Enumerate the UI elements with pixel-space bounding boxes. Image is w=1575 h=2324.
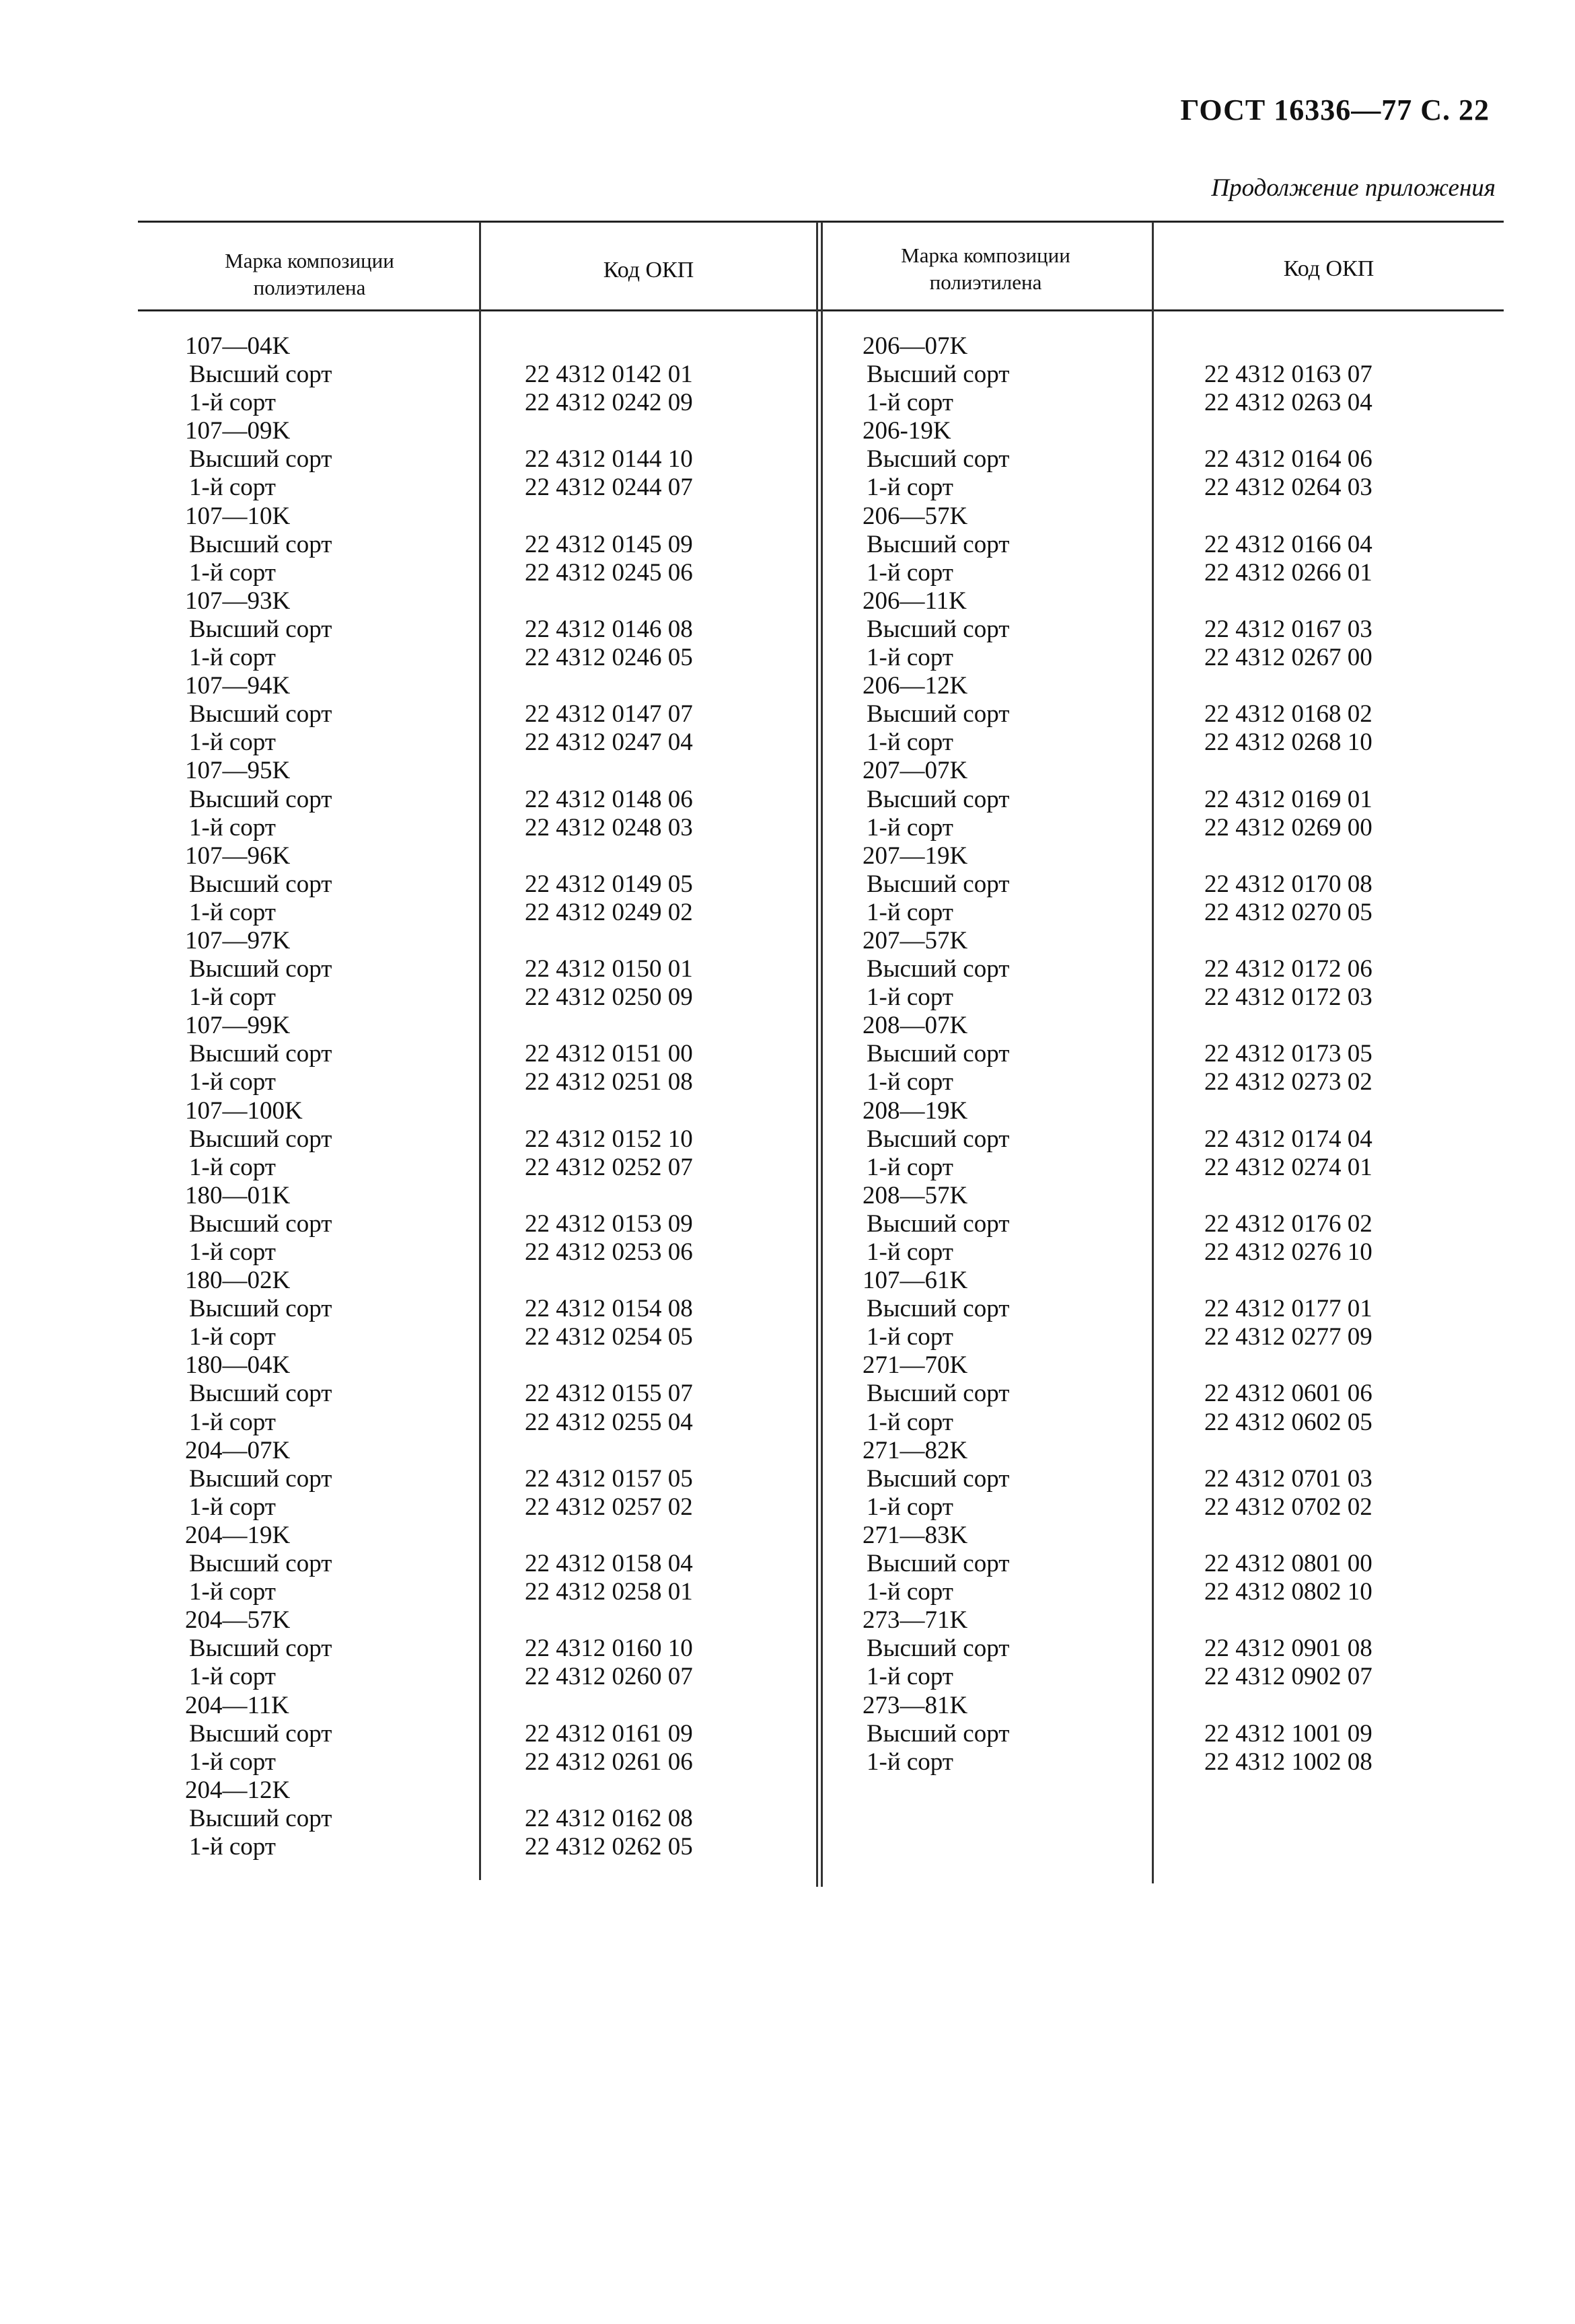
code-blank xyxy=(1204,1606,1372,1635)
mark-name: 206—11K xyxy=(863,587,967,615)
code-blank xyxy=(1204,1012,1372,1040)
grade-label: Высший сорт xyxy=(867,1040,1010,1068)
mark-name: 204—07K xyxy=(185,1436,291,1464)
grade-label: 1-й сорт xyxy=(867,644,953,672)
okp-code: 22 4312 0176 02 xyxy=(1204,1209,1372,1238)
grade-label: Высший сорт xyxy=(189,530,332,558)
code-blank xyxy=(525,417,693,445)
okp-code: 22 4312 0268 10 xyxy=(1204,728,1372,757)
mark-name: 208—19K xyxy=(863,1096,968,1125)
code-blank xyxy=(525,332,693,361)
okp-code: 22 4312 1002 08 xyxy=(1204,1748,1372,1776)
grade-label: Высший сорт xyxy=(867,615,1010,643)
code-blank xyxy=(1204,1437,1372,1465)
okp-code: 22 4312 0601 06 xyxy=(1204,1380,1372,1408)
grade-label: Высший сорт xyxy=(867,361,1010,389)
okp-code: 22 4312 0248 03 xyxy=(525,813,693,841)
grade-label: 1-й сорт xyxy=(867,1748,953,1776)
grade-label: Высший сорт xyxy=(189,1719,332,1748)
grade-label: 1-й сорт xyxy=(189,644,276,672)
grade-label: 1-й сорт xyxy=(867,1493,953,1521)
okp-code: 22 4312 0273 02 xyxy=(1204,1068,1372,1096)
mark-name: 107—99K xyxy=(185,1012,291,1040)
okp-code: 22 4312 0251 08 xyxy=(525,1068,693,1096)
grade-label: Высший сорт xyxy=(189,1209,332,1238)
mark-name: 204—12K xyxy=(185,1776,291,1804)
grade-label: 1-й сорт xyxy=(867,898,953,926)
right-code-column xyxy=(1204,332,1372,1776)
grade-label: 1-й сорт xyxy=(867,1153,953,1181)
okp-code: 22 4312 0269 00 xyxy=(1204,813,1372,841)
okp-code: 22 4312 0152 10 xyxy=(525,1125,693,1153)
okp-code: 22 4312 0167 03 xyxy=(1204,615,1372,643)
okp-code: 22 4312 0253 06 xyxy=(525,1238,693,1266)
mark-name: 107—04K xyxy=(185,332,291,360)
grade-label: Высший сорт xyxy=(189,1464,332,1493)
okp-code: 22 4312 0157 05 xyxy=(525,1464,693,1493)
mark-name: 207—57K xyxy=(863,926,968,954)
mark-name: 107—10K xyxy=(185,502,291,530)
okp-code: 22 4312 0254 05 xyxy=(525,1323,693,1351)
okp-code: 22 4312 0257 02 xyxy=(525,1493,693,1521)
code-blank xyxy=(1204,842,1372,870)
mark-name: 208—07K xyxy=(863,1012,968,1040)
page-title: ГОСТ 16336—77 С. 22 xyxy=(1180,93,1490,126)
grade-label: Высший сорт xyxy=(189,615,332,643)
okp-code: 22 4312 0274 01 xyxy=(1204,1153,1372,1181)
okp-code: 22 4312 0247 04 xyxy=(525,728,693,757)
mark-name: 208—57K xyxy=(863,1181,968,1209)
header-code-left: Код ОКП xyxy=(603,258,694,283)
okp-code: 22 4312 0164 06 xyxy=(1204,445,1372,474)
grade-label: 1-й сорт xyxy=(189,1068,276,1096)
okp-code: 22 4312 1001 09 xyxy=(1204,1719,1372,1748)
code-blank xyxy=(525,1606,693,1635)
grade-label: Высший сорт xyxy=(867,1719,1010,1748)
okp-code: 22 4312 0252 07 xyxy=(525,1153,693,1181)
code-blank xyxy=(1204,757,1372,785)
code-blank xyxy=(525,1267,693,1295)
grade-label: Высший сорт xyxy=(867,955,1010,983)
grade-label: Высший сорт xyxy=(189,361,332,389)
code-blank xyxy=(525,1437,693,1465)
grade-label: 1-й сорт xyxy=(867,474,953,502)
mark-name: 207—19K xyxy=(863,841,968,870)
grade-label: Высший сорт xyxy=(189,1380,332,1408)
grade-label: 1-й сорт xyxy=(189,1493,276,1521)
grade-label: 1-й сорт xyxy=(189,1153,276,1181)
okp-code: 22 4312 0170 08 xyxy=(1204,870,1372,898)
divider-center-2 xyxy=(821,222,823,1887)
grade-label: Высший сорт xyxy=(867,1464,1010,1493)
mark-name: 207—07K xyxy=(863,757,968,785)
code-blank xyxy=(1204,417,1372,445)
okp-code: 22 4312 0260 07 xyxy=(525,1663,693,1691)
grade-label: Высший сорт xyxy=(867,1125,1010,1153)
code-blank xyxy=(1204,1182,1372,1210)
code-blank xyxy=(1204,1351,1372,1380)
grade-label: Высший сорт xyxy=(189,1125,332,1153)
grade-label: Высший сорт xyxy=(867,530,1010,558)
divider-center xyxy=(816,222,818,1887)
okp-code: 22 4312 0144 10 xyxy=(525,445,693,474)
grade-label: 1-й сорт xyxy=(867,983,953,1012)
grade-label: Высший сорт xyxy=(867,1295,1010,1323)
grade-label: Высший сорт xyxy=(189,870,332,898)
grade-label: 1-й сорт xyxy=(189,1238,276,1266)
grade-label: 1-й сорт xyxy=(867,1578,953,1606)
okp-code: 22 4312 0155 07 xyxy=(525,1380,693,1408)
okp-code: 22 4312 0901 08 xyxy=(1204,1635,1372,1663)
okp-code: 22 4312 0177 01 xyxy=(1204,1295,1372,1323)
okp-code: 22 4312 0245 06 xyxy=(525,558,693,587)
code-blank xyxy=(525,1012,693,1040)
code-blank xyxy=(525,757,693,785)
grade-label: Высший сорт xyxy=(189,1804,332,1832)
grade-label: 1-й сорт xyxy=(189,558,276,587)
divider-right-code xyxy=(1152,222,1154,1883)
okp-code: 22 4312 0161 09 xyxy=(525,1719,693,1748)
code-blank xyxy=(525,1776,693,1805)
grade-label: Высший сорт xyxy=(189,1635,332,1663)
okp-code: 22 4312 0148 06 xyxy=(525,785,693,813)
okp-code: 22 4312 0262 05 xyxy=(525,1832,693,1861)
grade-label: Высший сорт xyxy=(189,785,332,813)
okp-code: 22 4312 0172 03 xyxy=(1204,983,1372,1012)
mark-name: 107—97K xyxy=(185,926,291,954)
grade-label: 1-й сорт xyxy=(867,1238,953,1266)
code-blank xyxy=(1204,1267,1372,1295)
okp-code: 22 4312 0701 03 xyxy=(1204,1464,1372,1493)
okp-code: 22 4312 0801 00 xyxy=(1204,1550,1372,1578)
okp-code: 22 4312 0153 09 xyxy=(525,1209,693,1238)
okp-code: 22 4312 0250 09 xyxy=(525,983,693,1012)
grade-label: Высший сорт xyxy=(189,1550,332,1578)
grade-label: 1-й сорт xyxy=(189,728,276,757)
grade-label: Высший сорт xyxy=(867,700,1010,728)
code-blank xyxy=(1204,502,1372,531)
okp-code: 22 4312 0267 00 xyxy=(1204,644,1372,672)
code-blank xyxy=(525,1692,693,1720)
code-blank xyxy=(525,502,693,531)
okp-code: 22 4312 0172 06 xyxy=(1204,955,1372,983)
okp-code: 22 4312 0166 04 xyxy=(1204,530,1372,558)
mark-name: 271—82K xyxy=(863,1436,968,1464)
grade-label: Высший сорт xyxy=(189,1295,332,1323)
code-blank xyxy=(525,672,693,700)
grade-label: Высший сорт xyxy=(189,700,332,728)
okp-code: 22 4312 0263 04 xyxy=(1204,389,1372,417)
grade-label: Высший сорт xyxy=(867,445,1010,474)
grade-label: Высший сорт xyxy=(867,785,1010,813)
grade-label: 1-й сорт xyxy=(189,983,276,1012)
left-code-column xyxy=(525,332,693,1861)
grade-label: Высший сорт xyxy=(867,1635,1010,1663)
grade-label: 1-й сорт xyxy=(189,1663,276,1691)
mark-name: 206—57K xyxy=(863,502,968,530)
code-blank xyxy=(525,1522,693,1550)
code-blank xyxy=(525,927,693,955)
grade-label: Высший сорт xyxy=(867,1380,1010,1408)
okp-code: 22 4312 0276 10 xyxy=(1204,1238,1372,1266)
grade-label: 1-й сорт xyxy=(867,813,953,841)
grade-label: 1-й сорт xyxy=(189,1323,276,1351)
mark-name: 107—96K xyxy=(185,841,291,870)
mark-name: 180—02K xyxy=(185,1267,291,1295)
code-blank xyxy=(525,587,693,615)
grade-label: 1-й сорт xyxy=(189,1408,276,1436)
grade-label: 1-й сорт xyxy=(189,1578,276,1606)
mark-name: 273—71K xyxy=(863,1606,968,1635)
grade-label: Высший сорт xyxy=(867,1209,1010,1238)
okp-code: 22 4312 0261 06 xyxy=(525,1748,693,1776)
okp-code: 22 4312 0147 07 xyxy=(525,700,693,728)
mark-name: 204—19K xyxy=(185,1521,291,1549)
okp-code: 22 4312 0242 09 xyxy=(525,389,693,417)
mark-name: 180—01K xyxy=(185,1181,291,1209)
header-mark-right: Марка композиции полиэтилена xyxy=(901,243,1070,294)
okp-code: 22 4312 0258 01 xyxy=(525,1578,693,1606)
grade-label: 1-й сорт xyxy=(867,1068,953,1096)
grade-label: 1-й сорт xyxy=(867,1323,953,1351)
grade-label: 1-й сорт xyxy=(189,898,276,926)
mark-name: 107—61K xyxy=(863,1267,968,1295)
mark-name: 107—100K xyxy=(185,1096,303,1125)
grade-label: 1-й сорт xyxy=(189,813,276,841)
grade-label: Высший сорт xyxy=(189,955,332,983)
okp-code: 22 4312 0168 02 xyxy=(1204,700,1372,728)
mark-name: 206—07K xyxy=(863,332,968,360)
mark-name: 206—12K xyxy=(863,672,968,700)
code-blank xyxy=(525,1351,693,1380)
grade-label: Высший сорт xyxy=(867,1550,1010,1578)
okp-code: 22 4312 0802 10 xyxy=(1204,1578,1372,1606)
grade-label: Высший сорт xyxy=(189,445,332,474)
grade-label: 1-й сорт xyxy=(189,389,276,417)
okp-code: 22 4312 0270 05 xyxy=(1204,898,1372,926)
grade-label: 1-й сорт xyxy=(867,1408,953,1436)
okp-code: 22 4312 0160 10 xyxy=(525,1635,693,1663)
code-blank xyxy=(1204,1522,1372,1550)
code-blank xyxy=(525,1182,693,1210)
mark-name: 107—09K xyxy=(185,417,291,445)
okp-code: 22 4312 0249 02 xyxy=(525,898,693,926)
mark-name: 206-19K xyxy=(863,417,951,445)
grade-label: Высший сорт xyxy=(189,1040,332,1068)
okp-code: 22 4312 0154 08 xyxy=(525,1295,693,1323)
right-mark-column xyxy=(863,332,1009,1776)
okp-code: 22 4312 0902 07 xyxy=(1204,1663,1372,1691)
mark-name: 107—93K xyxy=(185,587,291,615)
code-blank xyxy=(1204,587,1372,615)
okp-code: 22 4312 0244 07 xyxy=(525,474,693,502)
mark-name: 271—70K xyxy=(863,1351,968,1380)
grade-label: 1-й сорт xyxy=(867,1663,953,1691)
okp-code: 22 4312 0174 04 xyxy=(1204,1125,1372,1153)
code-blank xyxy=(1204,672,1372,700)
grade-label: 1-й сорт xyxy=(867,389,953,417)
okp-code: 22 4312 0266 01 xyxy=(1204,558,1372,587)
mark-name: 204—11K xyxy=(185,1691,289,1719)
okp-code: 22 4312 0264 03 xyxy=(1204,474,1372,502)
grade-label: 1-й сорт xyxy=(189,1832,276,1861)
grade-label: 1-й сорт xyxy=(867,558,953,587)
mark-name: 180—04K xyxy=(185,1351,291,1380)
mark-name: 107—95K xyxy=(185,757,291,785)
okp-code: 22 4312 0146 08 xyxy=(525,615,693,643)
okp-code: 22 4312 0162 08 xyxy=(525,1804,693,1832)
mark-name: 204—57K xyxy=(185,1606,291,1635)
code-blank xyxy=(1204,1097,1372,1125)
code-blank xyxy=(1204,332,1372,361)
mark-name: 271—83K xyxy=(863,1521,968,1549)
okp-code: 22 4312 0277 09 xyxy=(1204,1323,1372,1351)
header-mark-left: Марка композиции полиэтилена xyxy=(225,249,394,299)
grade-label: 1-й сорт xyxy=(189,474,276,502)
okp-code: 22 4312 0702 02 xyxy=(1204,1493,1372,1521)
okp-code: 22 4312 0158 04 xyxy=(525,1550,693,1578)
okp-code: 22 4312 0149 05 xyxy=(525,870,693,898)
okp-code: 22 4312 0169 01 xyxy=(1204,785,1372,813)
continuation-note: Продолжение приложения xyxy=(1211,174,1496,202)
mark-name: 107—94K xyxy=(185,672,291,700)
grade-label: 1-й сорт xyxy=(189,1748,276,1776)
code-blank xyxy=(525,1097,693,1125)
okp-code: 22 4312 0163 07 xyxy=(1204,361,1372,389)
okp-code: 22 4312 0173 05 xyxy=(1204,1040,1372,1068)
okp-code: 22 4312 0602 05 xyxy=(1204,1408,1372,1436)
mark-name: 273—81K xyxy=(863,1691,968,1719)
okp-code: 22 4312 0150 01 xyxy=(525,955,693,983)
okp-code: 22 4312 0246 05 xyxy=(525,644,693,672)
okp-code: 22 4312 0255 04 xyxy=(525,1408,693,1436)
okp-code: 22 4312 0151 00 xyxy=(525,1040,693,1068)
left-mark-column xyxy=(185,332,332,1861)
code-blank xyxy=(525,842,693,870)
code-blank xyxy=(1204,1692,1372,1720)
divider-left-code xyxy=(479,222,481,1880)
header-code-right: Код ОКП xyxy=(1283,256,1375,281)
okp-code: 22 4312 0142 01 xyxy=(525,361,693,389)
okp-code: 22 4312 0145 09 xyxy=(525,530,693,558)
grade-label: 1-й сорт xyxy=(867,728,953,757)
code-blank xyxy=(1204,927,1372,955)
grade-label: Высший сорт xyxy=(867,870,1010,898)
